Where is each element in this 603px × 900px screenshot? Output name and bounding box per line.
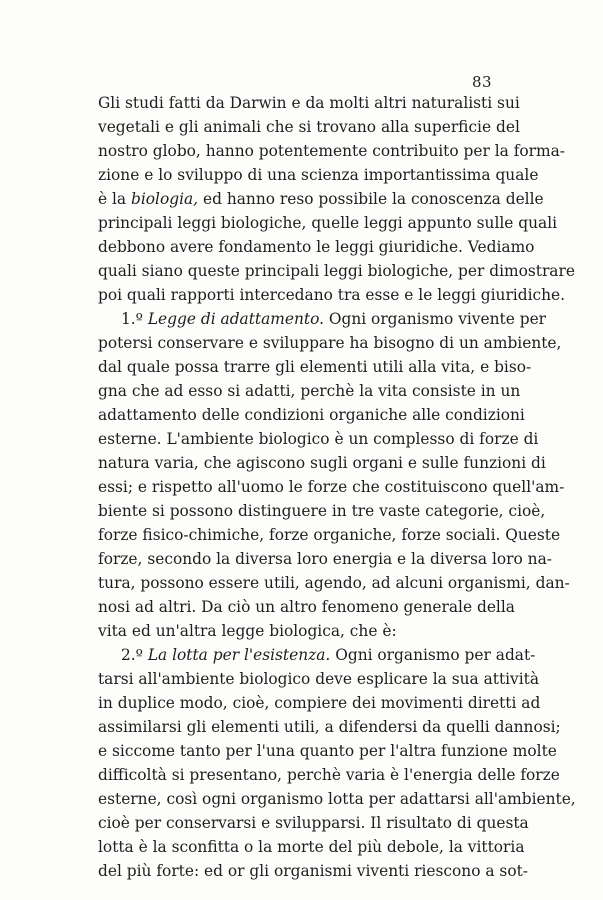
text-line: potersi conservare e sviluppare ha bisogno di un ambiente, [98, 334, 562, 352]
text-line: lotta è la sconfitta o la morte del più debole, la vittoria [98, 838, 525, 856]
text-run: ed hanno reso possibile la conoscenza delle [198, 190, 544, 208]
italic-term: biologia, [131, 190, 199, 208]
text-line: forze, secondo la diversa loro energia e la diversa loro na- [98, 550, 552, 568]
text-line: nostro globo, hanno potentemente contribuito per la forma- [98, 142, 565, 160]
text-line: e siccome tanto per l'una quanto per l'altra funzione molte [98, 742, 557, 760]
text-line: forze fisico-chimiche, forze organiche, forze sociali. Queste [98, 526, 561, 544]
text-line: tura, possono essere utili, agendo, ad alcuni organismi, dan- [98, 574, 570, 592]
section-title: Legge di adattamento. [147, 310, 324, 328]
text-line: essi; e rispetto all'uomo le forze che costituiscono quell'am- [98, 478, 565, 496]
text-line: esterne. L'ambiente biologico è un complesso di forze di [98, 430, 539, 448]
text-line: tarsi all'ambiente biologico deve esplicare la sua attività [98, 670, 540, 688]
text-line: principali leggi biologiche, quelle leggi appunto sulle quali [98, 214, 558, 232]
text-run: Ogni organismo per adat- [330, 646, 536, 664]
page-number: 83 [472, 73, 493, 91]
text-line: dal quale possa trarre gli elementi utili alla vita, e biso- [98, 358, 532, 376]
text-line: gna che ad esso si adatti, perchè la vita consiste in un [98, 382, 521, 400]
text-line: cioè per conservarsi e svilupparsi. Il risultato di questa [98, 814, 529, 832]
text-line [98, 187, 544, 211]
text-line: nosi ad altri. Da ciò un altro fenomeno generale della [98, 598, 515, 616]
text-run: Ogni organismo vivente per [323, 310, 547, 328]
text-line: esterne, così ogni organismo lotta per adattarsi all'ambiente, [98, 790, 576, 808]
section-heading-line [121, 643, 536, 667]
section-number: 1.º [121, 310, 148, 328]
text-line: adattamento delle condizioni organiche alle condizioni [98, 406, 525, 424]
text-line: biente si possono distinguere in tre vaste categorie, cioè, [98, 502, 546, 520]
text-line: poi quali rapporti intercedano tra esse e le leggi giuridiche. [98, 286, 566, 304]
text-line: Gli studi fatti da Darwin e da molti altri naturalisti sui [98, 94, 520, 112]
text-line: natura varia, che agiscono sugli organi e sulle funzioni di [98, 454, 546, 472]
text-line: difficoltà si presentano, perchè varia è l'energia delle forze [98, 766, 560, 784]
section-heading-line [121, 307, 547, 331]
text-line: del più forte: ed or gli organismi viventi riescono a sot- [98, 862, 528, 880]
section-title: La lotta per l'esistenza. [147, 646, 331, 664]
text-line: vegetali e gli animali che si trovano alla superficie del [98, 118, 520, 136]
section-number: 2.º [121, 646, 148, 664]
text-line: assimilarsi gli elementi utili, a difendersi da quelli dannosi; [98, 718, 561, 736]
text-line: quali siano queste principali leggi biologiche, per dimostrare [98, 262, 575, 280]
text-line: vita ed un'altra legge biologica, che è: [98, 622, 397, 640]
text-line: in duplice modo, cioè, compiere dei movimenti diretti ad [98, 694, 541, 712]
text-run: è la [98, 190, 131, 208]
text-line: debbono avere fondamento le leggi giuridiche. Vediamo [98, 238, 535, 256]
text-line: zione e lo sviluppo di una scienza importantissima quale [98, 166, 539, 184]
